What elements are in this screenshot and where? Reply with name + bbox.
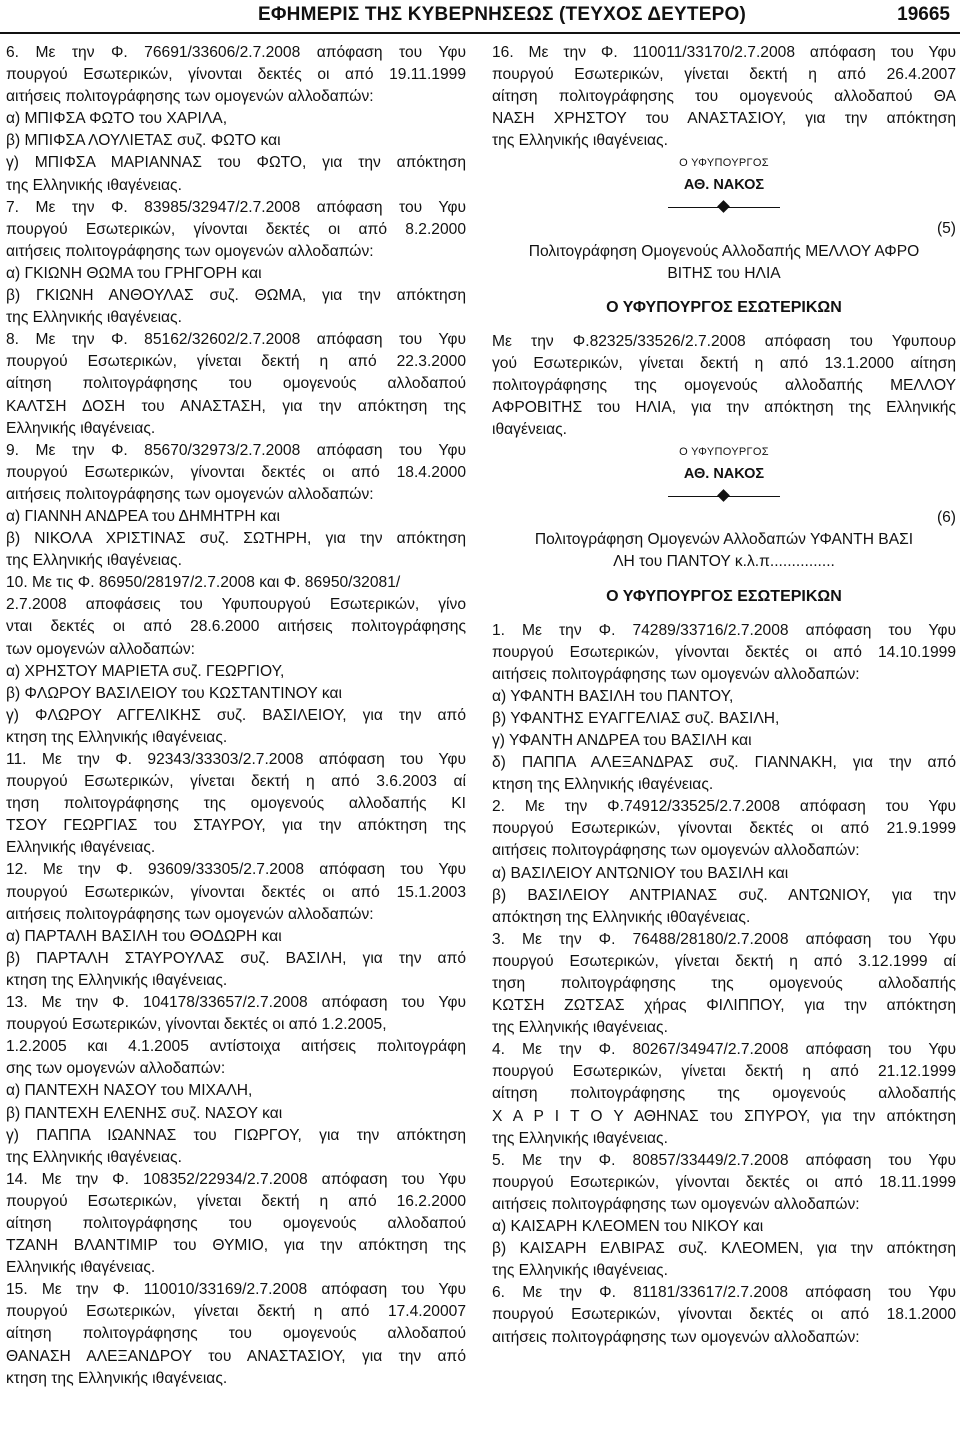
text-line: 1. Με την Φ. 74289/33716/2.7.2008 απόφαση του Υφυ	[492, 621, 956, 639]
text-line: β) ΒΑΣΙΛΕΙΟΥ ΑΝΤΡΙΑΝΑΣ συζ. ΑΝΤΩΝΙΟΥ, για την	[492, 886, 956, 904]
text-line: της Ελληνικής ιθαγένειας.	[6, 1148, 182, 1166]
text-line: ΝΑΣΗ ΧΡΗΣΤΟΥ του ΑΝΑΣΤΑΣΙΟΥ, για την απόκτηση	[492, 110, 956, 128]
diamond-icon	[717, 489, 730, 502]
text-line: Χ Α Ρ Ι Τ Ο Υ ΑΘΗΝΑΣ του ΣΠΥΡΟΥ, για την απόκτηση	[492, 1107, 956, 1125]
text-line: α) ΠΑΡΤΑΛΗ ΒΑΣΙΛΗ του ΘΟΔΩΡΗ και	[6, 927, 282, 945]
text-line: πουργού Εσωτερικών, γίνεται δεκτή η από 3.6.2003 αί	[6, 773, 466, 791]
text-line: 10. Με τις Φ. 86950/28197/2.7.2008 και Φ. 86950/32081/	[6, 574, 401, 592]
text-line: πουργού Εσωτερικών, γίνεται δεκτή η από 3.12.1999 αί	[492, 952, 956, 970]
text-line: ΚΑΛΤΣΗ ΔΟΣΗ του ΑΝΑΣΤΑΣΗ, για την απόκτηση της	[6, 397, 466, 415]
text-line: 6. Με την Φ. 81181/33617/2.7.2008 απόφαση του Υφυ	[492, 1284, 956, 1302]
text-line: πουργού Εσωτερικών, γίνονται δεκτές οι από 1.2.2005,	[6, 1016, 387, 1034]
text-line: ΘΑΝΑΣΗ ΑΛΕΞΑΝΔΡΟΥ του ΑΝΑΣΤΑΣΙΟΥ, για την από	[6, 1347, 466, 1365]
text-line: αίτηση πολιτογράφησης του ομογενούς αλλοδαπού	[6, 1325, 466, 1343]
text-line: της Ελληνικής ιθαγένειας.	[6, 552, 182, 570]
text-line: αίτηση πολιτογράφησης του ομογενούς αλλοδαπού	[6, 375, 466, 393]
text-line: αιτήσεις πολιτογράφησης των ομογενών αλλοδαπών:	[6, 88, 374, 106]
text-line: α) ΜΠΙΦΣΑ ΦΩΤΟ του ΧΑΡΙΛΑ,	[6, 110, 228, 128]
text-line: πουργού Εσωτερικών, γίνονται δεκτές οι από 21.9.1999	[492, 820, 956, 838]
text-line: της Ελληνικής ιθαγένειας.	[492, 1262, 668, 1280]
text-line: 7. Με την Φ. 83985/32947/2.7.2008 απόφαση του Υφυ	[6, 198, 466, 216]
section-separator	[492, 196, 956, 218]
text-line: 16. Με την Φ. 110011/33170/2.7.2008 απόφαση του Υφυ	[492, 44, 956, 61]
text-line: δ) ΠΑΠΠΑ ΑΛΕΞΑΝΔΡΑΣ συζ. ΓΙΑΝΝΑΚΗ, για την από	[492, 754, 956, 772]
text-line: ΑΦΡΟΒΙΤΗΣ του ΗΛΙΑ, για την απόκτηση της Ελληνικής	[492, 399, 956, 417]
text-line: τηση πολιτογράφησης της ομογενούς αλλοδαπής	[492, 975, 956, 992]
text-line: πουργού Εσωτερικών, γίνονται δεκτές οι από 18.1.2000	[492, 1306, 956, 1324]
minister-label: Ο ΥΦΥΠΟΥΡΓΟΣ	[679, 446, 769, 459]
text-line: γού Εσωτερικών, γίνεται δεκτή η από 13.1.2000 αίτηση	[492, 354, 956, 372]
text-line: σης των ομογενών αλλοδαπών:	[6, 1060, 226, 1078]
text-line: κτηση της Ελληνικής ιθαγένειας.	[6, 728, 228, 746]
text-line: αιτήσεις πολιτογράφησης των ομογενών αλλοδαπών:	[492, 1195, 860, 1213]
text-line: γ) ΦΛΩΡΟΥ ΑΓΓΕΛΙΚΗΣ συζ. ΒΑΣΙΛΕΙΟΥ, για την από	[6, 706, 466, 724]
text-line: γ) ΜΠΙΦΣΑ ΜΑΡΙΑΝΝΑΣ του ΦΩΤΟ, για την απόκτηση	[6, 154, 466, 172]
section-separator	[492, 485, 956, 507]
text-line: 5. Με την Φ. 80857/33449/2.7.2008 απόφαση του Υφυ	[492, 1151, 956, 1169]
text-line: πουργού Εσωτερικών, γίνονται δεκτές οι από 15.1.2003	[6, 883, 466, 901]
text-line: γ) ΥΦΑΝΤΗ ΑΝΔΡΕΑ του ΒΑΣΙΛΗ και	[492, 731, 752, 749]
text-line: της Ελληνικής ιθαγένειας.	[492, 1129, 668, 1147]
text-line: ΤΖΑΝΗ ΒΛΑΝΤΙΜΙΡ του ΘΥΜΙΟ, για την απόκτηση της	[6, 1237, 466, 1255]
text-line: α) ΒΑΣΙΛΕΙΟΥ ΑΝΤΩΝΙΟΥ του ΒΑΣΙΛΗ και	[492, 864, 789, 882]
text-line: β) ΦΛΩΡΟΥ ΒΑΣΙΛΕΙΟΥ του ΚΩΣΤΑΝΤΙΝΟΥ και	[6, 684, 342, 702]
text-line: αιτήσεις πολιτογράφησης των ομογενών αλλοδαπών:	[6, 242, 374, 260]
text-line: κτηση της Ελληνικής ιθαγένειας.	[6, 1369, 228, 1387]
text-line: 8. Με την Φ. 85162/32602/2.7.2008 απόφαση του Υφυ	[6, 331, 466, 349]
text-line: β) ΝΙΚΟΛΑ ΧΡΙΣΤΙΝΑΣ συζ. ΣΩΤΗΡΗ, για την απόκτηση	[6, 530, 466, 548]
text-line: 9. Με την Φ. 85670/32973/2.7.2008 απόφαση του Υφυ	[6, 441, 466, 459]
page-header	[0, 0, 960, 34]
text-line: αιτήσεις πολιτογράφησης των ομογενών αλλοδαπών:	[6, 905, 374, 923]
section-title-line: Πολιτογράφηση Ομογενών Αλλοδαπών ΥΦΑΝΤΗ ΒΑΣΙ	[534, 531, 914, 549]
text-line: των ομογενών αλλοδαπών:	[6, 640, 196, 658]
text-line: ιθαγένειας.	[492, 421, 567, 439]
text-line: β) ΠΑΝΤΕΧΗ ΕΛΕΝΗΣ συζ. ΝΑΣΟΥ και	[6, 1104, 283, 1122]
diamond-icon	[717, 201, 730, 214]
text-line: β) ΥΦΑΝΤΗΣ ΕΥΑΓΓΕΛΙΑΣ συζ. ΒΑΣΙΛΗ,	[492, 709, 780, 727]
text-line: πουργού Εσωτερικών, γίνονται δεκτές οι από 14.10.1999	[492, 643, 956, 661]
text-line: της Ελληνικής ιθαγένειας.	[6, 176, 182, 194]
text-line: α) ΧΡΗΣΤΟΥ ΜΑΡΙΕΤΑ συζ. ΓΕΩΡΓΙΟΥ,	[6, 662, 285, 680]
section-title-line: ΛΗ του ΠΑΝΤΟΥ κ.λ.π...............	[613, 553, 835, 571]
decision-16-block	[492, 42, 956, 152]
text-line: β) ΓΚΙΩΝΗ ΑΝΘΟΥΛΑΣ συζ. ΘΩΜΑ, για την απόκτηση	[6, 287, 466, 305]
text-line: πουργού Εσωτερικών, γίνονται δεκτές οι από 8.2.2000	[6, 220, 466, 238]
text-line: 2. Με την Φ.74912/33525/2.7.2008 απόφαση του Υφυ	[492, 798, 956, 816]
text-line: της Ελληνικής ιθαγένειας.	[492, 132, 668, 150]
text-line: αίτηση πολιτογράφησης του ομογενούς αλλοδαπού	[6, 1214, 466, 1232]
text-line: ΚΩΤΣΗ ΖΩΤΣΑΣ χήρας ΦΙΛΙΠΠΟΥ, για την απόκτηση	[492, 997, 956, 1015]
text-line: τηση πολιτογράφησης της ομογενούς αλλοδαπής ΚΙ	[6, 795, 466, 813]
text-line: Ελληνικής ιθαγένειας.	[6, 1259, 156, 1277]
text-line: πουργού Εσωτερικών, γίνεται δεκτή η από 16.2.2000	[6, 1192, 466, 1210]
text-line: α) ΓΚΙΩΝΗ ΘΩΜΑ του ΓΡΗΓΟΡΗ και	[6, 264, 262, 282]
text-line: 6. Με την Φ. 76691/33606/2.7.2008 απόφαση του Υφυ	[6, 44, 466, 61]
text-line: κτηση της Ελληνικής ιθαγένειας.	[6, 971, 228, 989]
text-line: πουργού Εσωτερικών, γίνεται δεκτή η από 22.3.2000	[6, 353, 466, 371]
text-line: α) ΥΦΑΝΤΗ ΒΑΣΙΛΗ του ΠΑΝΤΟΥ,	[492, 687, 734, 705]
text-line: αίτηση πολιτογράφησης του ομογενούς αλλοδαπού ΘΑ	[492, 88, 956, 106]
text-line: αιτήσεις πολιτογράφησης των ομογενών αλλοδαπών:	[6, 485, 374, 503]
text-line: α) ΠΑΝΤΕΧΗ ΝΑΣΟΥ του ΜΙΧΑΛΗ,	[6, 1082, 253, 1100]
text-line: α) ΚΑΙΣΑΡΗ ΚΛΕΟΜΕΝ του ΝΙΚΟΥ και	[492, 1218, 764, 1236]
text-line: 11. Με την Φ. 92343/33303/2.7.2008 απόφαση του Υφυ	[6, 751, 466, 768]
text-line: 2.7.2008 αποφάσεις του Υφυπουργού Εσωτερικών, γίνο	[6, 596, 466, 614]
text-line: β) ΚΑΙΣΑΡΗ ΕΛΒΙΡΑΣ συζ. ΚΛΕΟΜΕΝ, για την απόκτηση	[492, 1240, 956, 1258]
minister-name: ΑΘ. ΝΑΚΟΣ	[683, 466, 765, 483]
left-column	[6, 42, 466, 1390]
text-line: κτηση της Ελληνικής ιθαγένειας.	[492, 776, 714, 794]
text-line: αιτήσεις πολιτογράφησης των ομογενών αλλοδαπών:	[492, 1328, 860, 1346]
text-line: α) ΓΙΑΝΝΗ ΑΝΔΡΕΑ του ΔΗΜΗΤΡΗ και	[6, 507, 281, 525]
text-line: αιτήσεις πολιτογράφησης των ομογενών αλλοδαπών:	[492, 665, 860, 683]
text-line: 15. Με την Φ. 110010/33169/2.7.2008 απόφαση του Υφυ	[6, 1281, 466, 1299]
text-line: πολιτογράφησης της ομογενούς αλλοδαπής ΜΕΛΛΟΥ	[492, 376, 956, 394]
minister-name: ΑΘ. ΝΑΚΟΣ	[683, 177, 765, 194]
section-6-body	[492, 620, 956, 1349]
text-line: απόκτηση της Ελληνικής ιθ0αγένειας.	[492, 908, 751, 926]
text-line: Ελληνικής ιθαγένειας.	[6, 419, 156, 437]
text-line: της Ελληνικής ιθαγένειας.	[492, 1019, 668, 1037]
text-line: Με την Φ.82325/33526/2.7.2008 απόφαση του Υφυπουρ	[492, 332, 956, 350]
text-line: πουργού Εσωτερικών, γίνεται δεκτή η από 26.4.2007	[492, 66, 956, 84]
section-heading: Ο ΥΦΥΠΟΥΡΓΟΣ ΕΣΩΤΕΡΙΚΩΝ	[606, 587, 842, 605]
text-line: πουργού Εσωτερικών, γίνονται δεκτές οι από 19.11.1999	[6, 66, 466, 84]
section-5-body	[492, 331, 956, 441]
text-line: 3. Με την Φ. 76488/28180/2.7.2008 απόφαση του Υφυ	[492, 930, 956, 948]
text-line: πουργού Εσωτερικών, γίνονται δεκτές οι από 18.4.2000	[6, 463, 466, 481]
text-line: νται δεκτές οι από 28.6.2000 αιτήσεις πολιτογράφησης	[6, 618, 466, 636]
text-line: αίτηση πολιτογράφησης της ομογενούς αλλοδαπής	[492, 1085, 956, 1103]
section-number: (6)	[936, 509, 956, 527]
text-line: πουργού Εσωτερικών, γίνεται δεκτή η από 17.4.20007	[6, 1303, 466, 1321]
text-line: αιτήσεις πολιτογράφησης των ομογενών αλλοδαπών:	[492, 842, 860, 860]
text-line: της Ελληνικής ιθαγένειας.	[6, 309, 182, 327]
right-column	[492, 42, 956, 1349]
text-line: 14. Με την Φ. 108352/22934/2.7.2008 απόφαση του Υφυ	[6, 1170, 466, 1188]
text-line: β) ΠΑΡΤΑΛΗ ΣΤΑΥΡΟΥΛΑΣ συζ. ΒΑΣΙΛΗ, για την από	[6, 949, 466, 967]
text-line: 4. Με την Φ. 80267/34947/2.7.2008 απόφαση του Υφυ	[492, 1041, 956, 1059]
section-title-line: ΒΙΤΗΣ του ΗΛΙΑ	[667, 264, 781, 282]
text-line: β) ΜΠΙΦΣΑ ΛΟΥΛΙΕΤΑΣ συζ. ΦΩΤΟ και	[6, 132, 281, 150]
gazette-title: ΕΦΗΜΕΡΙΣ ΤΗΣ ΚΥΒΕΡΝΗΣΕΩΣ (ΤΕΥΧΟΣ ΔΕΥΤΕΡΟ)	[258, 4, 746, 25]
text-line: 13. Με την Φ. 104178/33657/2.7.2008 απόφαση του Υφυ	[6, 994, 466, 1012]
text-line: Ελληνικής ιθαγένειας.	[6, 839, 156, 857]
section-heading: Ο ΥΦΥΠΟΥΡΓΟΣ ΕΣΩΤΕΡΙΚΩΝ	[606, 298, 842, 316]
text-line: γ) ΠΑΠΠΑ ΙΩΑΝΝΑΣ του ΓΙΩΡΓΟΥ, για την απόκτηση	[6, 1126, 466, 1144]
text-line: πουργού Εσωτερικών, γίνεται δεκτή η από 21.12.1999	[492, 1063, 956, 1081]
minister-label: Ο ΥΦΥΠΟΥΡΓΟΣ	[679, 157, 769, 170]
text-line: 12. Με την Φ. 93609/33305/2.7.2008 απόφαση του Υφυ	[6, 861, 466, 879]
text-line: 1.2.2005 και 4.1.2005 αντίστοιχα αιτήσεις πολιτογράφη	[6, 1038, 466, 1056]
text-line: ΤΣΟΥ ΓΕΩΡΓΙΑΣ του ΣΤΑΥΡΟΥ, για την απόκτηση της	[6, 817, 466, 835]
page-number: 19665	[897, 4, 950, 25]
section-number: (5)	[936, 220, 956, 238]
section-title-line: Πολιτογράφηση Ομογενούς Αλλοδαπής ΜΕΛΛΟΥ ΑΦΡΟ	[528, 242, 920, 260]
text-line: πουργού Εσωτερικών, γίνονται δεκτές οι από 18.11.1999	[492, 1173, 956, 1191]
